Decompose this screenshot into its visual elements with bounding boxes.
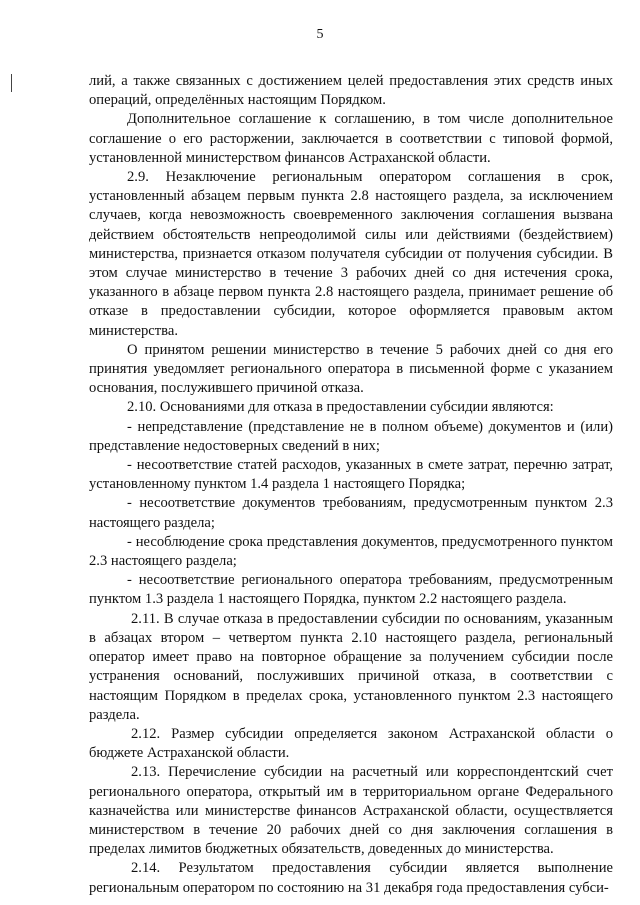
list-item-nonsubmission: - непредставление (представление не в полном объеме) документов и (или) представление недостоверных сведений в них; — [89, 418, 613, 454]
margin-mark — [11, 74, 12, 92]
paragraph-2-9: 2.9. Незаключение региональным оператором соглашения в срок, установленный абзацем первым пункта 2.8 настоящего раздела, за исключением случаев, когда невозможность своевременного заключения соглашения вызвана действием обстоятельств непреодолимой силы или действиями (бездействием) министерства, признается отказом получателя субсидии от получения субсидии. В этом случае министерство в течение 3 рабочих дней со дня истечения срока, указанного в абзаце первом пункта 2.8 настоящего раздела, принимает решение об отказе в предоставлении субсидии, которое оформляется правовым актом министерства. — [89, 169, 613, 339]
document-body — [89, 72, 613, 898]
paragraph-2-14: 2.14. Результатом предоставления субсидии является выполнение региональным оператором по состоянию на 31 декабря года предоставления субси- — [89, 860, 613, 896]
paragraph-additional-agreement: Дополнительное соглашение к соглашению, в том числе дополнительное соглашение о его расторжении, заключается в соответствии с типовой формой, установленной министерством финансов Астраханской области. — [89, 111, 613, 166]
page-number: 5 — [316, 27, 324, 42]
paragraph-2-13: 2.13. Перечисление субсидии на расчетный или корреспондентский счет регионального оператора, открытый им в территориальном органе Федерального казначейства или министерстве финансов Астраханской области, осуществляется министерством в течение 20 рабочих дней со дня заключения соглашения в пределах лимитов бюджетных обязательств, доведенных до министерства. — [89, 764, 613, 858]
paragraph-2-11: 2.11. В случае отказа в предоставлении субсидии по основаниям, указанным в абзацах втором – четвертом пункта 2.10 настоящего раздела, региональный оператор имеет право на повторное обращение за получением субсидии после устранения оснований, послуживших причиной отказа, в соответствии с настоящим Порядком в пределах срока, установленного пунктом 2.3 настоящего раздела. — [89, 610, 613, 723]
paragraph-decision-notice: О принятом решении министерство в течение 5 рабочих дней со дня его принятия уведомляет регионального оператора в письменной форме с указанием основания, послужившего причиной отказа. — [89, 341, 613, 397]
list-item-expense-mismatch: - несоответствие статей расходов, указанных в смете затрат, перечню затрат, установленному пунктом 1.4 раздела 1 настоящего Порядка; — [89, 457, 613, 493]
paragraph-2-12: 2.12. Размер субсидии определяется законом Астраханской области о бюджете Астраханской области. — [89, 725, 613, 762]
list-item-deadline-violation: - несоблюдение срока представления документов, предусмотренного пунктом 2.3 настоящего раздела; — [89, 533, 613, 570]
paragraph-2-10: 2.10. Основаниями для отказа в предоставлении субсидии являются: — [127, 399, 554, 416]
list-item-document-mismatch: - несоответствие документов требованиям, предусмотренным пунктом 2.3 настоящего раздела; — [89, 495, 613, 531]
list-item-operator-mismatch: - несоответствие регионального оператора требованиям, предусмотренным пунктом 1.3 раздела 1 настоящего Порядка, пунктом 2.2 настоящего раздела. — [89, 572, 613, 608]
paragraph-continuation: лий, а также связанных с достижением целей предоставления этих средств иных операций, определённых настоящим Порядком. — [89, 73, 613, 109]
